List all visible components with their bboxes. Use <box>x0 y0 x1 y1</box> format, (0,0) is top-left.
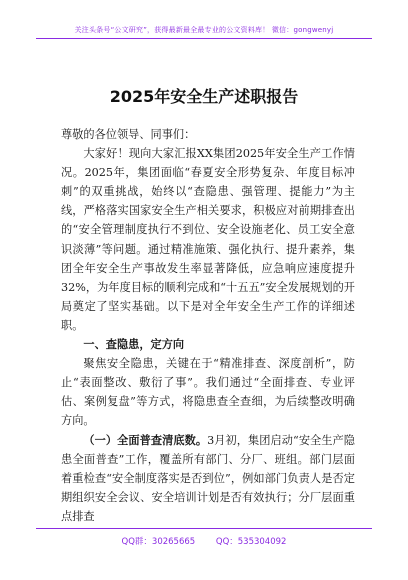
subsection-text: 3月初，集团启动“安全生产隐患全面普查”工作，覆盖所有部门、分厂、班组。部门层面着重检查“安全制度落实是否到位”，例如部门负责人是否定期组织安全会议、安全培训计划是否有效执行；分厂层面重点排查 <box>61 433 355 523</box>
intro-paragraph: 大家好！现向大家汇报XX集团2025年安全生产工作情况。2025年，集团面临“春夏安全形势复杂、年度目标冲刺”的双重挑战，始终以“查隐患、强管理、提能力”为主线，严格落实国家安全生产相关要求，积极应对前期排查出的“安全管理制度执行不到位、安全设施老化、员工安全意识淡薄”等问题。通过精准施策、强化执行、提升素养，集团全年安全生产事故发生率显著降低，应急响应速度提升32%，为年度目标的顺利完成和“十五五”安全发展规划的开局奠定了坚实基础。以下是对全年安全生产工作的详细述职。 <box>61 147 355 332</box>
document-body <box>61 125 355 526</box>
document-title: 2025年安全生产述职报告 <box>109 87 299 106</box>
header-note: 关注头条号“公文研究”，获得最新最全最专业的公文资料库！ 微信：gongwenyj <box>74 26 334 34</box>
section-paragraph: 聚焦安全隐患，关键在于“精准排查、深度剖析”，防止“表面整改、敷衍了事”。我们通过“全面排查、专业评估、案例复盘”等方式，将隐患查全查细，为后续整改明确方向。 <box>61 357 355 428</box>
subsection-heading: （一）全面普查清底数。 <box>83 433 208 447</box>
footer-note <box>0 535 408 547</box>
footer-qq-group: QQ群：30265665 <box>121 537 196 547</box>
footer-qq: QQ：535304092 <box>215 537 287 547</box>
subsection-paragraph <box>61 431 355 526</box>
section-heading: 一、查隐患，定方向 <box>83 338 185 352</box>
salutation: 尊敬的各位领导、同事们： <box>61 128 196 141</box>
header-divider <box>36 38 372 39</box>
footer-divider <box>36 528 372 529</box>
